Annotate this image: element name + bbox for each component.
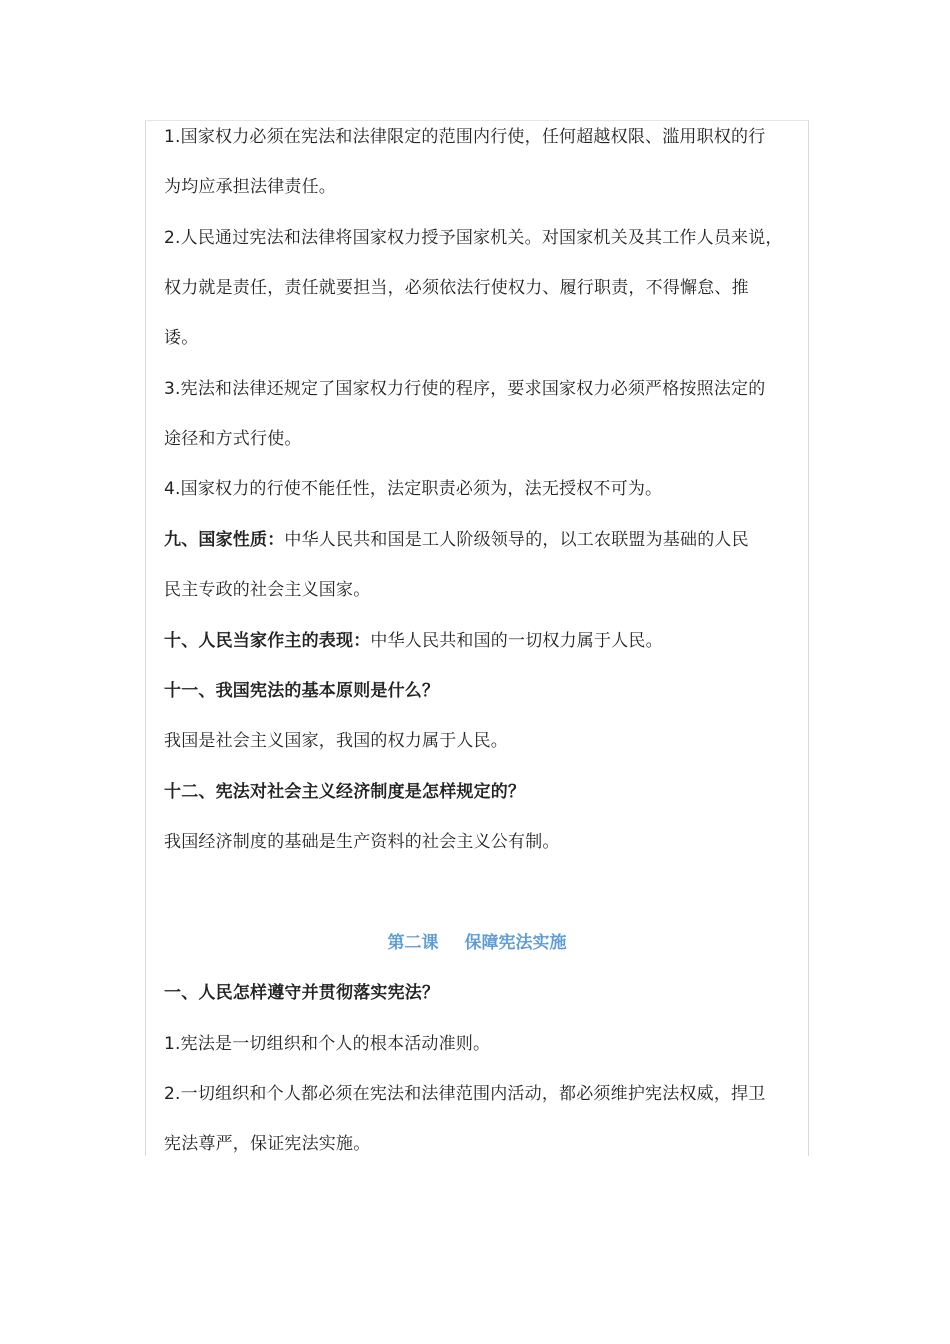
section-12-answer: 我国经济制度的基础是生产资料的社会主义公有制。 bbox=[164, 832, 560, 852]
section-12-heading: 十二、宪法对社会主义经济制度是怎样规定的？ bbox=[164, 782, 526, 802]
lesson-section-1-item: 宪法尊严，保证宪法实施。 bbox=[164, 1134, 371, 1154]
section-9-continuation: 民主专政的社会主义国家。 bbox=[164, 580, 371, 600]
section-10-heading: 十、人民当家作主的表现： bbox=[164, 631, 371, 651]
paragraph-line: 途径和方式行使。 bbox=[164, 429, 302, 449]
section-11-heading: 十一、我国宪法的基本原则是什么？ bbox=[164, 681, 440, 701]
lesson-title bbox=[145, 932, 809, 954]
section-10-text: 中华人民共和国的一切权力属于人民。 bbox=[370, 631, 663, 651]
paragraph-line: 1.国家权力必须在宪法和法律限定的范围内行使，任何超越权限、滥用职权的行 bbox=[164, 127, 766, 147]
lesson-name: 保障宪法实施 bbox=[464, 933, 567, 953]
paragraph-line: 4.国家权力的行使不能任性，法定职责必须为，法无授权不可为。 bbox=[164, 479, 663, 499]
lesson-number: 第二课 bbox=[387, 933, 439, 953]
paragraph-line: 2.人民通过宪法和法律将国家权力授予国家机关。对国家机关及其工作人员来说， bbox=[164, 228, 783, 248]
lesson-section-1-item: 1.宪法是一切组织和个人的根本活动准则。 bbox=[164, 1034, 491, 1054]
section-9-text: 中华人民共和国是工人阶级领导的，以工农联盟为基础的人民 bbox=[284, 530, 749, 550]
section-9-heading: 九、国家性质： bbox=[164, 530, 285, 550]
paragraph-line: 诿。 bbox=[164, 328, 199, 348]
paragraph-line: 3.宪法和法律还规定了国家权力行使的程序，要求国家权力必须严格按照法定的 bbox=[164, 379, 766, 399]
paragraph-line: 为均应承担法律责任。 bbox=[164, 177, 336, 197]
paragraph-line: 权力就是责任，责任就要担当，必须依法行使权力、履行职责，不得懈怠、推 bbox=[164, 278, 749, 298]
lesson-section-1-item: 2.一切组织和个人都必须在宪法和法律范围内活动，都必须维护宪法权威，捍卫 bbox=[164, 1084, 766, 1104]
lesson-section-1-heading: 一、人民怎样遵守并贯彻落实宪法？ bbox=[164, 983, 440, 1003]
section-9 bbox=[164, 529, 794, 551]
section-10 bbox=[164, 630, 794, 652]
section-11-answer: 我国是社会主义国家，我国的权力属于人民。 bbox=[164, 731, 508, 751]
